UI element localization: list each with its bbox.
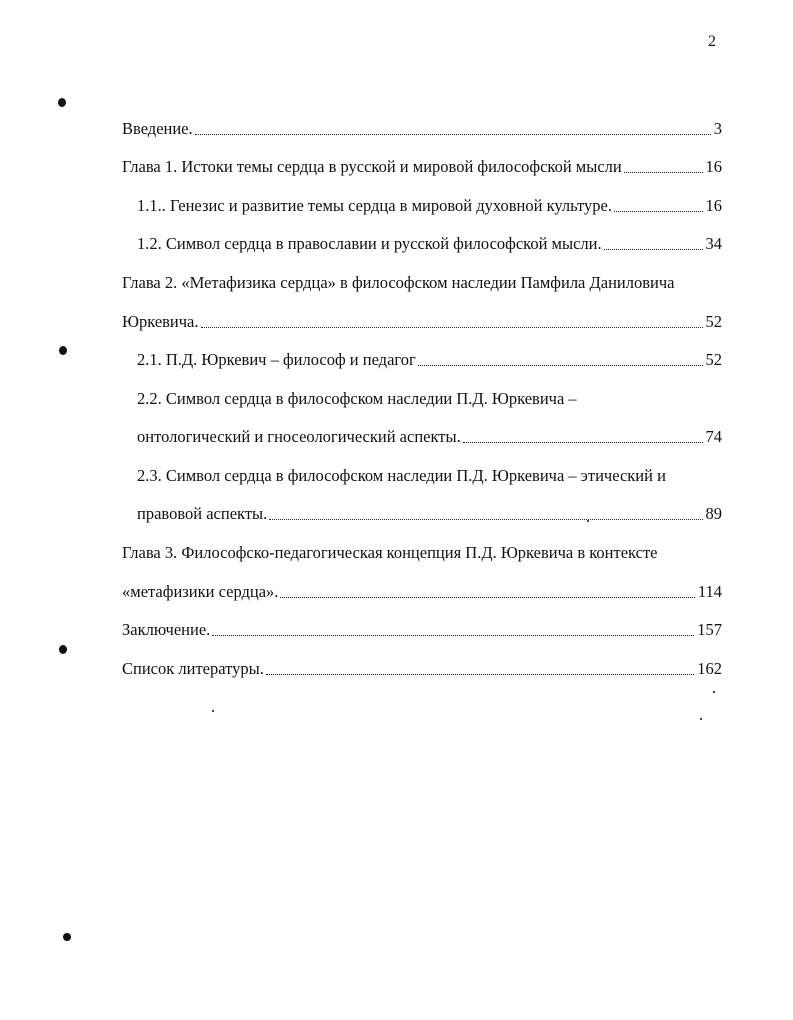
toc-entry-chapter-3[interactable] — [122, 580, 722, 604]
toc-entry-section-1-2[interactable] — [137, 232, 722, 256]
toc-entry-page: 157 — [697, 620, 722, 639]
toc-entry-page: 34 — [705, 234, 722, 253]
toc-entry-section-2-3[interactable] — [137, 502, 722, 526]
toc-entry-title: Юркевича. — [122, 312, 199, 331]
dot-leader — [463, 441, 703, 443]
toc-entry-page: 52 — [705, 350, 722, 369]
toc-entry-page: 162 — [697, 659, 722, 678]
dot-leader — [212, 634, 694, 636]
toc-entry-title: 1.1.. Генезис и развитие темы сердца в мировой духовной культуре. — [137, 196, 612, 215]
toc-entry-page: 16 — [705, 196, 722, 215]
dot-leader — [266, 673, 694, 675]
toc-entry-title: правовой аспекты. — [137, 504, 268, 523]
dot-leader — [624, 171, 703, 173]
toc-entry-title: Список литературы. — [122, 659, 264, 678]
toc-entry-chapter-1[interactable] — [122, 155, 722, 179]
toc-entry-page: 16 — [705, 157, 722, 176]
dot-leader — [269, 518, 702, 520]
scan-speck — [713, 691, 715, 693]
page-number: 2 — [708, 33, 716, 50]
dot-leader — [614, 210, 703, 212]
toc-entry-section-1-1[interactable] — [137, 194, 722, 218]
toc-entry-chapter-2[interactable] — [122, 310, 722, 334]
scan-mark — [63, 933, 71, 941]
toc-entry-title: Введение. — [122, 119, 193, 138]
dot-leader — [201, 326, 703, 328]
toc-entry-title: «метафизики сердца». — [122, 582, 279, 601]
toc-entry-conclusion[interactable] — [122, 618, 722, 642]
toc-entry-chapter-3-line1[interactable]: Глава 3. Философско-педагогическая концепция П.Д. Юркевича в контексте — [122, 543, 658, 562]
scan-speck — [587, 520, 589, 522]
toc-entry-page: 74 — [705, 427, 722, 446]
scan-speck — [212, 710, 214, 712]
scan-speck — [700, 718, 702, 720]
toc-entry-page: 3 — [713, 119, 722, 138]
toc-entry-intro[interactable] — [122, 117, 722, 141]
toc-entry-section-2-1[interactable] — [137, 348, 722, 372]
toc-entry-references[interactable] — [122, 657, 722, 681]
dot-leader — [195, 133, 711, 135]
toc-entry-title: Глава 1. Истоки темы сердца в русской и мировой философской мысли — [122, 157, 622, 176]
toc-entry-chapter-2-line1[interactable]: Глава 2. «Метафизика сердца» в философском наследии Памфила Даниловича — [122, 273, 675, 292]
scan-mark — [58, 98, 66, 107]
toc-entry-page: 114 — [697, 582, 722, 601]
toc-entry-title: 2.1. П.Д. Юркевич – философ и педагог — [137, 350, 416, 369]
scan-mark — [59, 645, 67, 654]
dot-leader — [604, 248, 703, 250]
toc-entry-section-2-2-line1[interactable]: 2.2. Символ сердца в философском наследии П.Д. Юркевича – — [137, 389, 577, 408]
dot-leader — [418, 364, 703, 366]
toc-entry-page: 52 — [705, 312, 722, 331]
toc-entry-page: 89 — [705, 504, 722, 523]
toc-entry-title: онтологический и гносеологический аспекты. — [137, 427, 461, 446]
scan-mark — [59, 346, 67, 355]
dot-leader — [280, 596, 694, 598]
toc-entry-title: Заключение. — [122, 620, 211, 639]
toc-entry-title: 1.2. Символ сердца в православии и русской философской мысли. — [137, 234, 602, 253]
toc-entry-section-2-3-line1[interactable]: 2.3. Символ сердца в философском наследии П.Д. Юркевича – этический и — [137, 466, 666, 485]
toc-entry-section-2-2[interactable] — [137, 425, 722, 449]
